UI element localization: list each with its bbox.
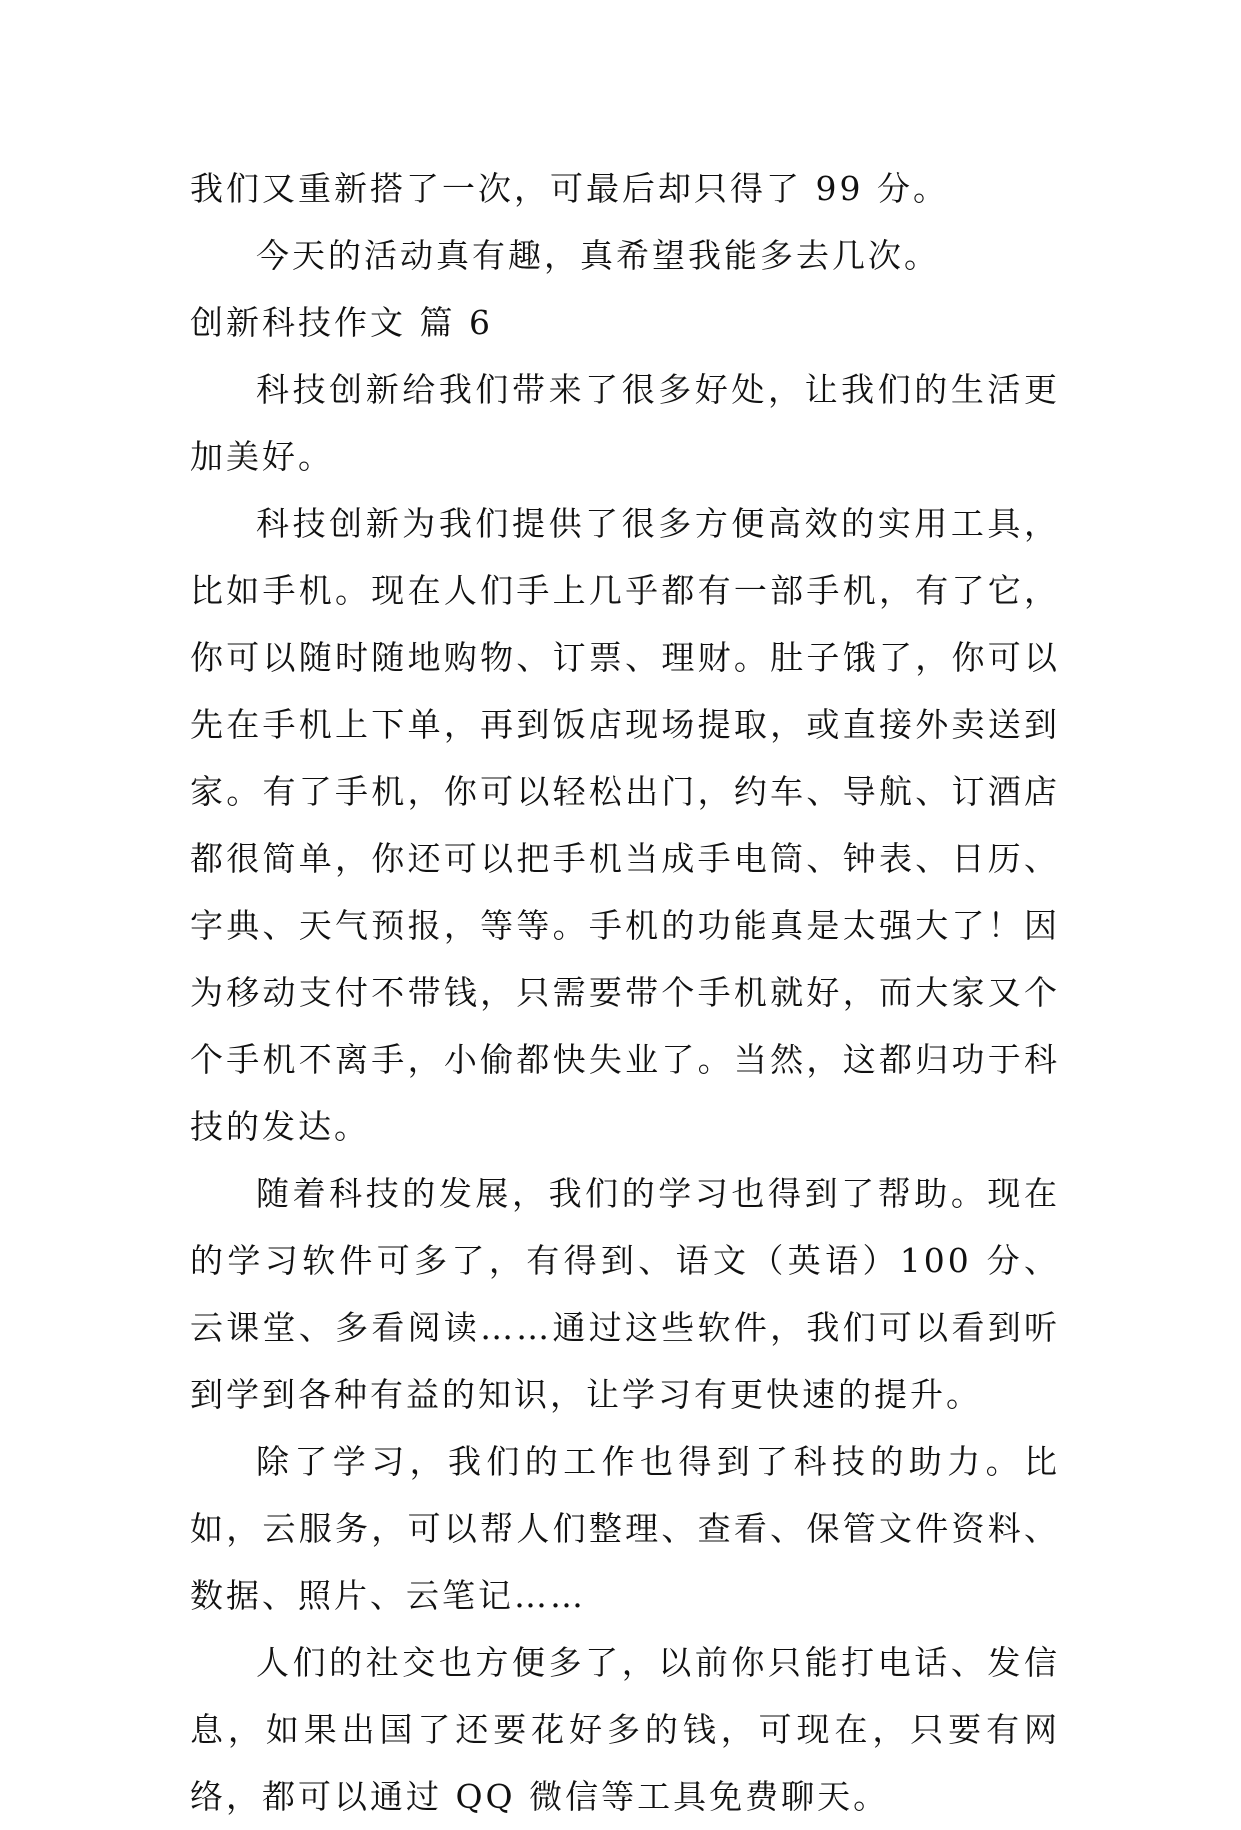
paragraph-continued: 我们又重新搭了一次，可最后却只得了 99 分。 <box>190 169 949 208</box>
paragraph-1: 科技创新给我们带来了很多好处，让我们的生活更加美好。 <box>190 370 1060 476</box>
paragraph-4: 除了学习，我们的工作也得到了科技的助力。比如，云服务，可以帮人们整理、查看、保管文件资料、数据、照片、云笔记…… <box>190 1442 1060 1615</box>
section-heading: 创新科技作文 篇 6 <box>190 303 493 342</box>
paragraph-2: 科技创新为我们提供了很多方便高效的实用工具，比如手机。现在人们手上几乎都有一部手机，有了它，你可以随时随地购物、订票、理财。肚子饿了，你可以先在手机上下单，再到饭店现场提取，或直接外卖送到家。有了手机，你可以轻松出门，约车、导航、订酒店都很简单，你还可以把手机当成手电筒、钟表、日历、字典、天气预报，等等。手机的功能真是太强大了！因为移动支付不带钱，只需要带个手机就好，而大家又个个手机不离手，小偷都快失业了。当然，这都归功于科技的发达。 <box>190 504 1060 1146</box>
document-body <box>190 155 1060 1830</box>
paragraph-3: 随着科技的发展，我们的学习也得到了帮助。现在的学习软件可多了，有得到、语文（英语）100 分、云课堂、多看阅读……通过这些软件，我们可以看到听到学到各种有益的知识，让学习有更快速的提升。 <box>190 1174 1060 1414</box>
paragraph-closing: 今天的活动真有趣，真希望我能多去几次。 <box>256 236 940 275</box>
paragraph-5: 人们的社交也方便多了，以前你只能打电话、发信息，如果出国了还要花好多的钱，可现在，只要有网络，都可以通过 QQ 微信等工具免费聊天。 <box>190 1643 1060 1816</box>
